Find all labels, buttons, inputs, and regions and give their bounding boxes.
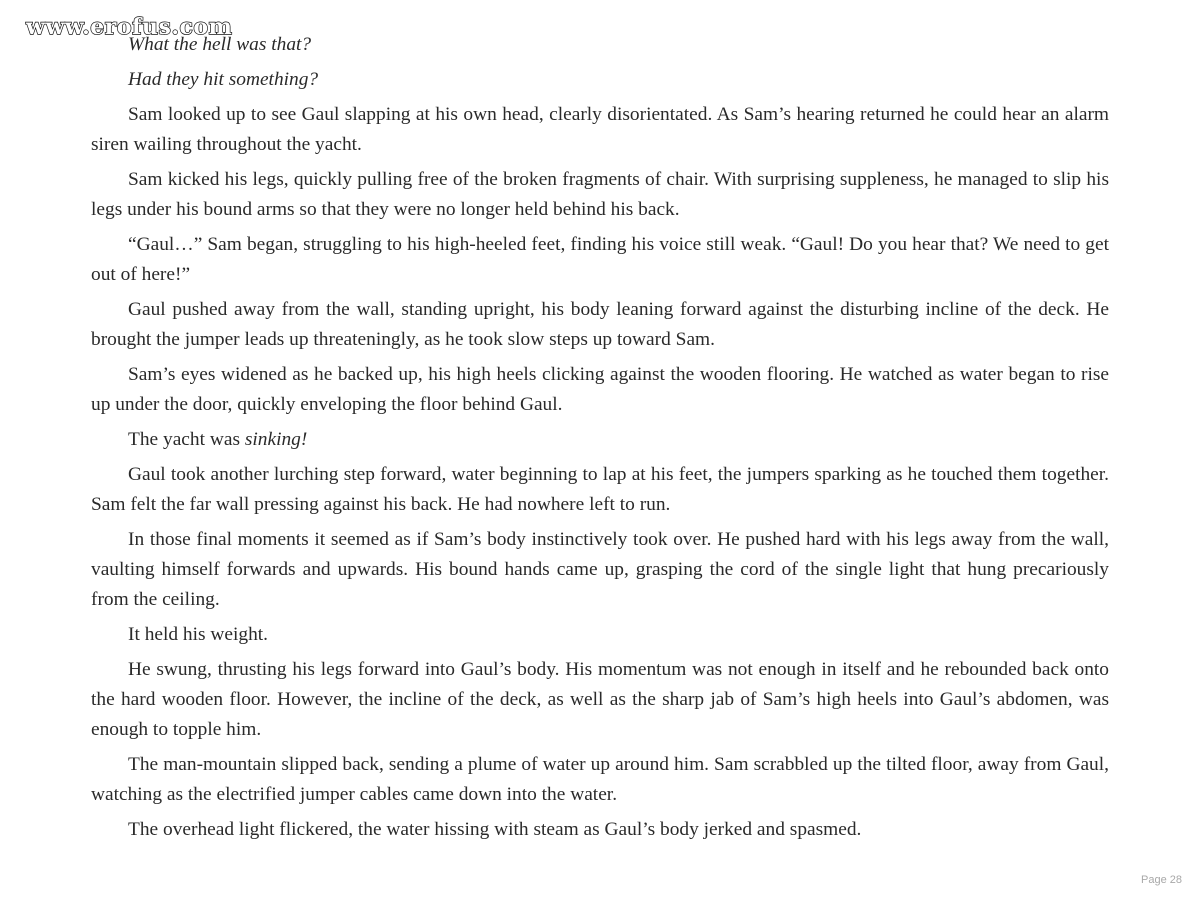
text-run: Sam kicked his legs, quickly pulling free of the broken fragments of chair. With surprising suppleness, he managed to slip his legs under his bound arms so that they were no longer held behind his back.	[91, 169, 1109, 220]
paragraph	[91, 360, 1109, 420]
paragraph	[91, 655, 1109, 745]
text-run: The yacht was	[128, 429, 245, 450]
text-run: Gaul took another lurching step forward, water beginning to lap at his feet, the jumpers sparking as he touched them together. Sam felt the far wall pressing against his back. He had nowhere left to run.	[91, 464, 1109, 515]
text-run: He swung, thrusting his legs forward into Gaul’s body. His momentum was not enough in itself and he rebounded back onto the hard wooden floor. However, the incline of the deck, as well as the sharp jab of Sam’s high heels into Gaul’s abdomen, was enough to topple him.	[91, 659, 1109, 740]
paragraph	[91, 295, 1109, 355]
italic-text-run: sinking!	[244, 429, 308, 450]
paragraph	[91, 460, 1109, 520]
paragraph	[91, 230, 1109, 290]
paragraph	[91, 30, 1109, 60]
text-run: Sam’s eyes widened as he backed up, his high heels clicking against the wooden flooring. He watched as water began to rise up under the door, quickly enveloping the floor behind Gaul.	[91, 364, 1109, 415]
italic-text-run: Had they hit something?	[128, 69, 319, 90]
paragraph	[91, 620, 1109, 650]
text-run: “Gaul…” Sam began, struggling to his high-heeled feet, finding his voice still weak. “Gaul! Do you hear that? We need to get out of here!”	[91, 234, 1109, 285]
paragraph	[91, 65, 1109, 95]
text-run: The man-mountain slipped back, sending a plume of water up around him. Sam scrabbled up the tilted floor, away from Gaul, watching as the electrified jumper cables came down into the water.	[91, 754, 1109, 805]
text-run: In those final moments it seemed as if Sam’s body instinctively took over. He pushed hard with his legs away from the wall, vaulting himself forwards and upwards. His bound hands came up, grasping the cord of the single light that hung precariously from the ceiling.	[91, 529, 1109, 610]
page-body	[91, 30, 1109, 850]
page-number: Page 28	[1141, 874, 1182, 886]
paragraph	[91, 165, 1109, 225]
text-run: The overhead light flickered, the water hissing with steam as Gaul’s body jerked and spasmed.	[128, 819, 862, 840]
text-run: Gaul pushed away from the wall, standing upright, his body leaning forward against the disturbing incline of the deck. He brought the jumper leads up threateningly, as he took slow steps up toward Sam.	[91, 299, 1109, 350]
paragraph	[91, 525, 1109, 615]
text-run: It held his weight.	[128, 624, 269, 645]
paragraph	[91, 100, 1109, 160]
paragraph	[91, 750, 1109, 810]
text-run: Sam looked up to see Gaul slapping at his own head, clearly disorientated. As Sam’s hearing returned he could hear an alarm siren wailing throughout the yacht.	[91, 104, 1109, 155]
italic-text-run: What the hell was that?	[128, 34, 312, 55]
watermark-text: www.erofus.com	[26, 14, 233, 40]
paragraph	[91, 425, 1109, 455]
paragraph	[91, 815, 1109, 845]
